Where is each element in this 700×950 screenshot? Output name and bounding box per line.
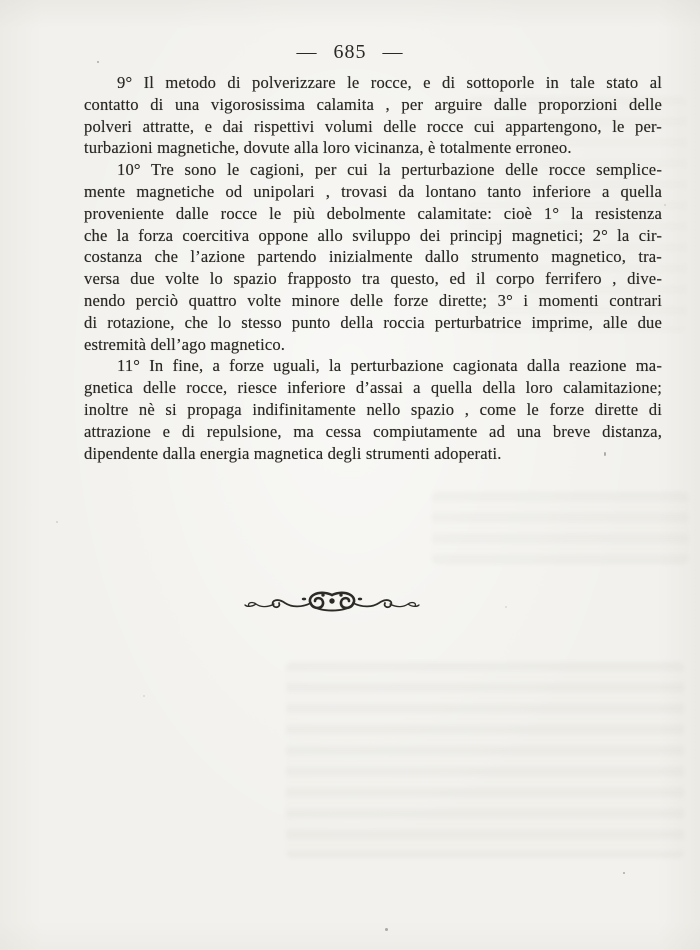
text-line: attrazione e di repulsione, ma cessa compiutamente ad una breve distanza,	[84, 421, 662, 441]
paper-speck	[664, 204, 666, 206]
text-line: inoltre nè si propaga indifinitamente nello spazio , come le forze dirette di	[84, 399, 662, 419]
text-line: dipendente dalla energia magnetica degli strumenti adoperati.	[84, 443, 502, 463]
page-number: — 685 —	[296, 41, 404, 63]
paper-speck	[505, 606, 507, 608]
text-line: nendo perciò quattro volte minore delle forze dirette; 3° i momenti contrari	[84, 290, 662, 310]
floral-flourish-icon	[242, 587, 422, 616]
paper-speck	[143, 695, 145, 697]
text-line: mente magnetiche od unipolari , trovasi da lontano tanto inferiore a quella	[84, 181, 662, 201]
text-line: 9° Il metodo di polverizzare le rocce, e di sottoporle in tale stato al	[117, 73, 662, 92]
paper-speck	[623, 872, 625, 874]
paper-speck	[237, 127, 240, 130]
text-line: estremità dell’ago magnetico.	[84, 334, 286, 354]
text-line: proveniente dalle rocce le più debolmente calamitate: cioè 1° la resistenza	[84, 203, 662, 223]
page-header	[0, 41, 700, 64]
paper-speck	[604, 452, 606, 456]
text-line: 11° In fine, a forze uguali, la perturbazione cagionata dalla reazione ma-	[117, 356, 662, 376]
paper-speck	[97, 61, 99, 63]
text-line: 10° Tre sono le cagioni, per cui la perturbazione delle rocce semplice-	[117, 160, 662, 180]
bleedthrough-texture	[432, 492, 688, 564]
text-line: versa due volte lo spazio frapposto tra questo, ed il corpo ferrifero , dive-	[84, 269, 662, 289]
text-line: di rotazione, che lo stesso punto della roccia perturbatrice imprime, alle due	[84, 312, 662, 332]
text-line: turbazioni magnetiche, dovute alla loro vicinanza, è totalmente erroneo.	[84, 138, 572, 158]
text-line: costanza che l’azione partendo inizialmente dallo strumento magnetico, tra-	[84, 247, 662, 267]
paper-speck	[56, 521, 58, 523]
text-line: che la forza coercitiva oppone allo sviluppo dei principj magnetici; 2° la cir-	[84, 225, 662, 245]
bleedthrough-texture	[286, 662, 684, 858]
text-line: gnetica delle rocce, riesce inferiore d’assai a quella della loro calamitazione;	[84, 378, 662, 398]
paper-speck	[385, 928, 388, 931]
text-line: polveri attratte, e dai rispettivi volumi delle rocce cui appartengono, le per-	[84, 116, 662, 136]
text-line: contatto di una vigorosissima calamita , per arguire dalle proporzioni delle	[84, 94, 662, 114]
bleedthrough-texture	[468, 96, 686, 332]
